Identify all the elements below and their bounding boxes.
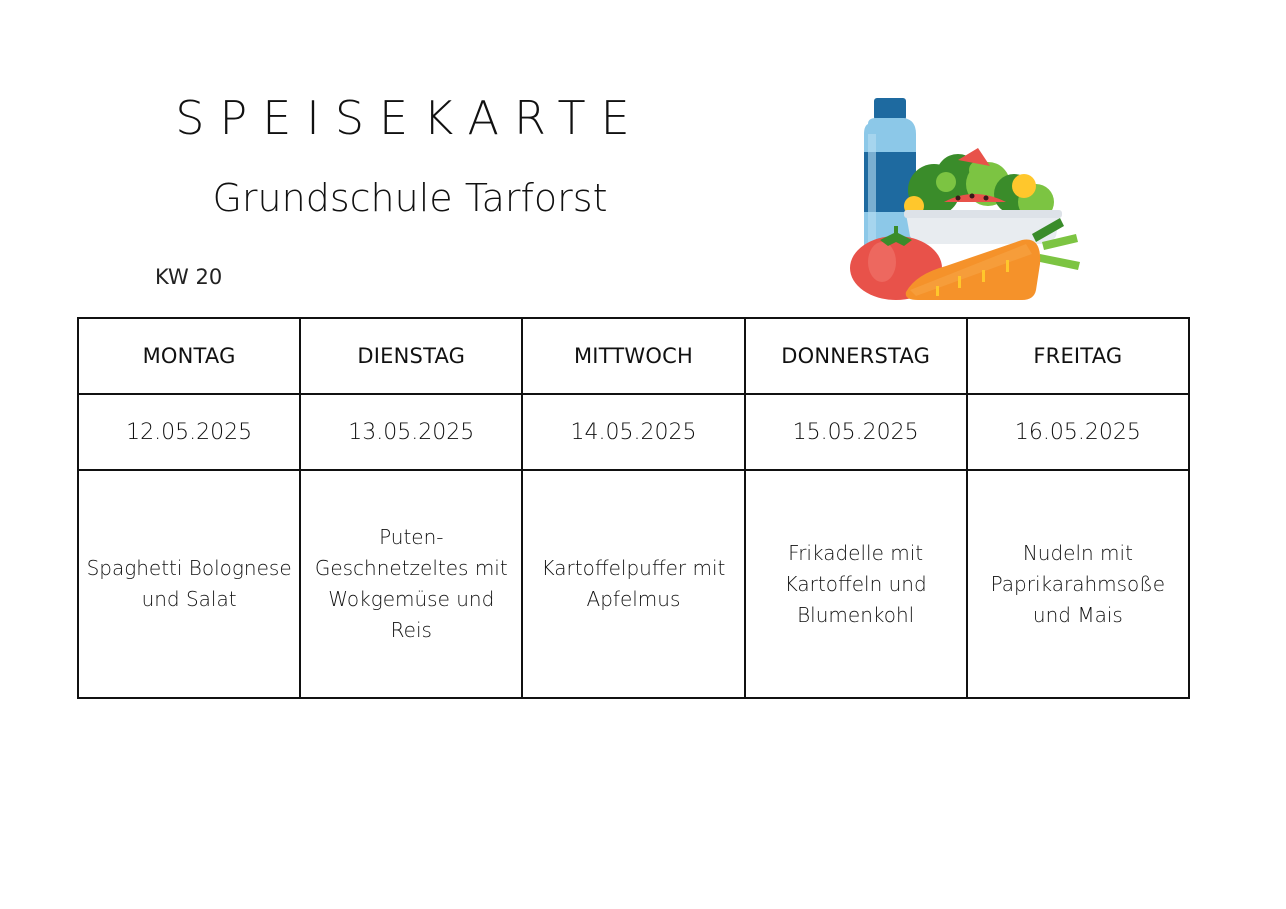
date-cell: 13.05.2025 <box>300 394 522 470</box>
weekday-header: MITTWOCH <box>522 318 744 394</box>
date-cell: 14.05.2025 <box>522 394 744 470</box>
calendar-week: KW 20 <box>155 265 223 289</box>
meal-cell: Frikadelle mit Kartoffeln und Blumenkohl <box>745 470 967 698</box>
meal-cell: Puten-Geschnetzeltes mit Wokgemüse und Reis <box>300 470 522 698</box>
date-row <box>78 394 1189 470</box>
weekday-header: DONNERSTAG <box>745 318 967 394</box>
date-cell: 12.05.2025 <box>78 394 300 470</box>
weekly-menu-table <box>77 317 1190 699</box>
page-title: SPEISEKARTE <box>175 91 645 145</box>
meal-row <box>78 470 1189 698</box>
weekday-row <box>78 318 1189 394</box>
date-cell: 15.05.2025 <box>745 394 967 470</box>
salad-bowl-icon <box>904 148 1062 244</box>
weekday-header: DIENSTAG <box>300 318 522 394</box>
date-cell: 16.05.2025 <box>967 394 1189 470</box>
school-name: Grundschule Tarforst <box>212 176 608 220</box>
meal-cell: Nudeln mit Paprikarahmsoße und Mais <box>967 470 1189 698</box>
weekday-header: FREITAG <box>967 318 1189 394</box>
weekday-header: MONTAG <box>78 318 300 394</box>
meal-cell: Kartoffelpuffer mit Apfelmus <box>522 470 744 698</box>
healthy-food-icon <box>846 94 1088 302</box>
meal-cell: Spaghetti Bolognese und Salat <box>78 470 300 698</box>
water-bottle-icon <box>864 98 916 254</box>
